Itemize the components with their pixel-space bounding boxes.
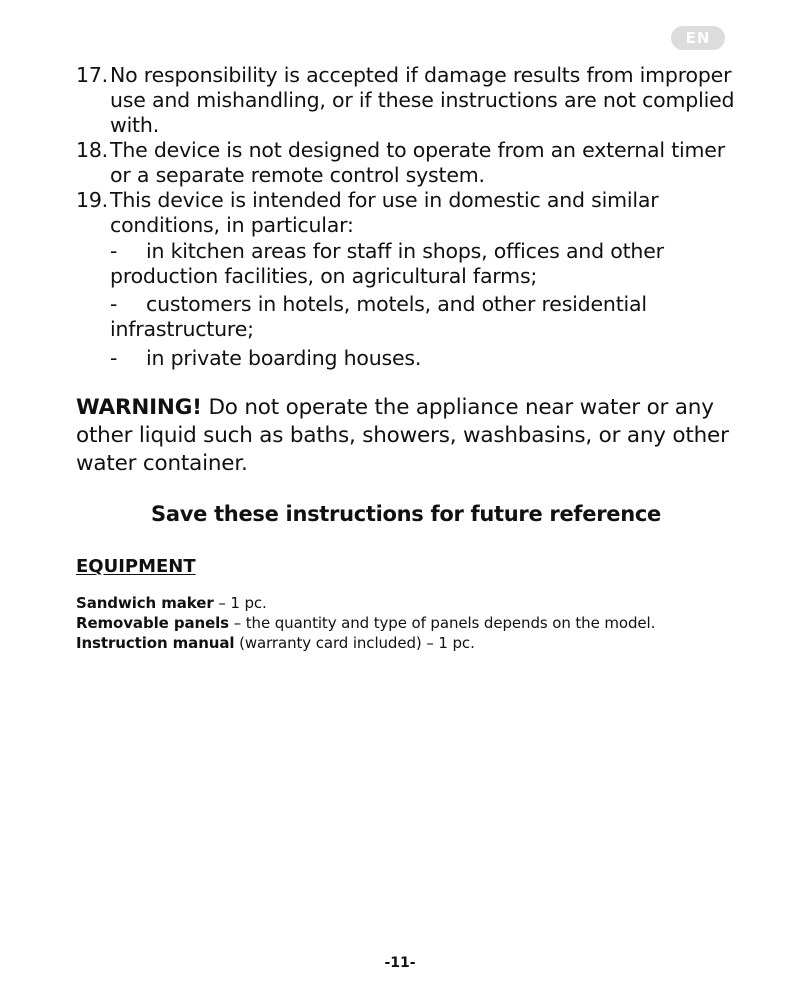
warning-paragraph: [76, 394, 736, 478]
sub-item-hotels: [110, 292, 736, 342]
sub-item-lead: in private boarding houses.: [146, 346, 422, 370]
equipment-item-instruction-manual: [76, 633, 736, 653]
dash-bullet: -: [110, 239, 118, 263]
equipment-item-removable-panels: [76, 613, 736, 633]
equipment-item-detail: (warranty card included) – 1 pc.: [239, 634, 475, 652]
save-instructions-title: Save these instructions for future reference: [151, 502, 661, 526]
manual-content: [76, 63, 736, 653]
equipment-item-name: Sandwich maker: [76, 594, 214, 612]
dash-bullet: -: [110, 346, 118, 370]
sub-item-rest: infrastructure;: [110, 317, 254, 341]
rule-number: 17.: [76, 63, 109, 87]
dash-bullet: -: [110, 292, 118, 316]
sub-item-boarding-houses: [110, 346, 736, 371]
sub-item-kitchen-areas: [110, 239, 736, 289]
equipment-item-name: Instruction manual: [76, 634, 235, 652]
rule-text: The device is not designed to operate from an external timer or a separate remote control system.: [110, 138, 725, 187]
rule-number: 18.: [76, 138, 109, 162]
rule-text: This device is intended for use in domestic and similar conditions, in particular:: [110, 188, 659, 237]
sub-item-lead: customers in hotels, motels, and other residential: [146, 292, 647, 316]
warning-text: Do not operate the appliance near water or any other liquid such as baths, showers, washbasins, or any other water container.: [76, 395, 729, 476]
equipment-item-name: Removable panels: [76, 614, 230, 632]
page-number: -11-: [384, 955, 416, 971]
sub-item-lead: in kitchen areas for staff in shops, offices and other: [146, 239, 664, 263]
rule-item-19: [76, 188, 736, 371]
rule-text: No responsibility is accepted if damage results from improper use and mishandling, or if these instructions are not complied with.: [110, 63, 735, 137]
rule-item-17: [76, 63, 736, 138]
equipment-item-detail: – 1 pc.: [218, 594, 267, 612]
rule-item-18: [76, 138, 736, 188]
rule-number: 19.: [76, 188, 109, 212]
equipment-heading: EQUIPMENT: [76, 556, 196, 577]
language-badge: EN: [671, 26, 725, 50]
equipment-item-detail: – the quantity and type of panels depends on the model.: [233, 614, 656, 632]
equipment-item-sandwich-maker: [76, 593, 736, 613]
warning-label: WARNING!: [76, 395, 202, 420]
sub-item-rest: production facilities, on agricultural farms;: [110, 264, 538, 288]
equipment-list: [76, 593, 736, 653]
